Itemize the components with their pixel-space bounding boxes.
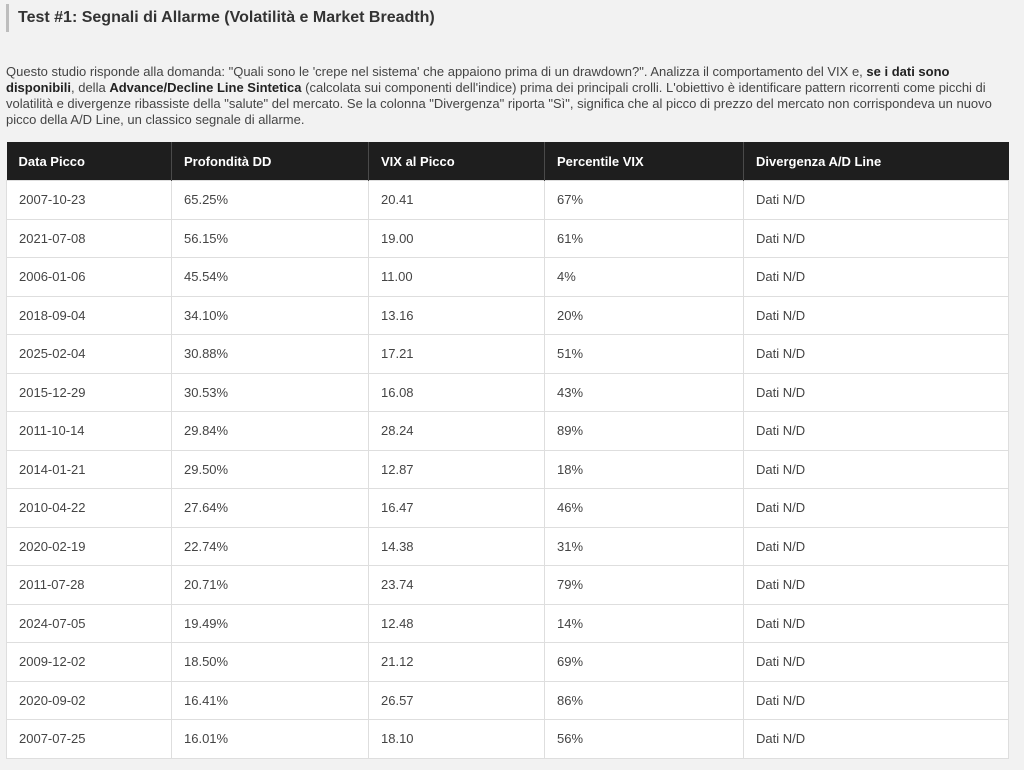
drawdown-cell: 22.74% [172,527,369,566]
drawdown-cell: 30.53% [172,373,369,412]
date-cell: 2015-12-29 [7,373,172,412]
divergence-cell: Dati N/D [744,643,1009,682]
divergence-cell: Dati N/D [744,604,1009,643]
table-row [7,604,1009,643]
header-vix-al-picco: VIX al Picco [369,142,545,181]
divergence-cell: Dati N/D [744,720,1009,759]
divergence-cell: Dati N/D [744,219,1009,258]
date-cell: 2018-09-04 [7,296,172,335]
percentile-cell: 4% [545,258,744,297]
drawdown-cell: 45.54% [172,258,369,297]
intro-paragraph [6,64,1012,128]
header-divergenza-ad-line: Divergenza A/D Line [744,142,1009,181]
table-row [7,219,1009,258]
drawdown-table [6,142,1009,759]
table-row [7,450,1009,489]
divergence-cell: Dati N/D [744,258,1009,297]
date-cell: 2007-07-25 [7,720,172,759]
vix-cell: 28.24 [369,412,545,451]
intro-text-1: Questo studio risponde alla domanda: "Quali sono le 'crepe nel sistema' che appaiono prima di un drawdown?". Analizza il comportamento del VIX e, [6,64,867,79]
header-percentile-vix: Percentile VIX [545,142,744,181]
divergence-cell: Dati N/D [744,489,1009,528]
intro-bold-2: Advance/Decline Line Sintetica [109,80,302,95]
divergence-cell: Dati N/D [744,450,1009,489]
percentile-cell: 67% [545,181,744,220]
vix-cell: 20.41 [369,181,545,220]
header-data-picco: Data Picco [7,142,172,181]
percentile-cell: 18% [545,450,744,489]
vix-cell: 12.87 [369,450,545,489]
divergence-cell: Dati N/D [744,181,1009,220]
divergence-cell: Dati N/D [744,296,1009,335]
date-cell: 2007-10-23 [7,181,172,220]
percentile-cell: 79% [545,566,744,605]
drawdown-cell: 27.64% [172,489,369,528]
table-row [7,258,1009,297]
table-row [7,566,1009,605]
percentile-cell: 31% [545,527,744,566]
vix-cell: 12.48 [369,604,545,643]
table-row [7,373,1009,412]
divergence-cell: Dati N/D [744,373,1009,412]
percentile-cell: 43% [545,373,744,412]
vix-cell: 13.16 [369,296,545,335]
table-row [7,720,1009,759]
vix-cell: 14.38 [369,527,545,566]
table-row [7,527,1009,566]
percentile-cell: 56% [545,720,744,759]
date-cell: 2021-07-08 [7,219,172,258]
percentile-cell: 14% [545,604,744,643]
date-cell: 2011-07-28 [7,566,172,605]
percentile-cell: 69% [545,643,744,682]
table-row [7,681,1009,720]
intro-text-2: , della [71,80,110,95]
intro-bold-1: se i dati sono disponibili [6,64,950,95]
table-row [7,643,1009,682]
table-row [7,412,1009,451]
vix-cell: 16.08 [369,373,545,412]
drawdown-cell: 19.49% [172,604,369,643]
percentile-cell: 51% [545,335,744,374]
drawdown-cell: 34.10% [172,296,369,335]
percentile-cell: 86% [545,681,744,720]
drawdown-cell: 29.84% [172,412,369,451]
divergence-cell: Dati N/D [744,566,1009,605]
date-cell: 2011-10-14 [7,412,172,451]
vix-cell: 18.10 [369,720,545,759]
divergence-cell: Dati N/D [744,412,1009,451]
table-header-row [7,142,1009,181]
vix-cell: 19.00 [369,219,545,258]
table-row [7,489,1009,528]
table-row [7,296,1009,335]
percentile-cell: 89% [545,412,744,451]
drawdown-cell: 18.50% [172,643,369,682]
table-row [7,181,1009,220]
date-cell: 2020-02-19 [7,527,172,566]
vix-cell: 21.12 [369,643,545,682]
vix-cell: 16.47 [369,489,545,528]
table-row [7,335,1009,374]
vix-cell: 11.00 [369,258,545,297]
drawdown-cell: 65.25% [172,181,369,220]
date-cell: 2024-07-05 [7,604,172,643]
percentile-cell: 46% [545,489,744,528]
date-cell: 2020-09-02 [7,681,172,720]
page-title: Test #1: Segnali di Allarme (Volatilità e Market Breadth) [6,4,435,32]
drawdown-cell: 30.88% [172,335,369,374]
vix-cell: 17.21 [369,335,545,374]
date-cell: 2014-01-21 [7,450,172,489]
date-cell: 2010-04-22 [7,489,172,528]
divergence-cell: Dati N/D [744,527,1009,566]
vix-cell: 23.74 [369,566,545,605]
intro-text-3: (calcolata sui componenti dell'indice) prima dei principali crolli. L'obiettivo è identificare pattern ricorrenti come picchi di volatilità e divergenze ribassiste della "salute" del mercato. Se la colonna "Divergenza" riporta "Sì", significa che al picco di prezzo del mercato non corrispondeva un nuovo picco della A/D Line, un classico segnale di allarme. [6,80,992,127]
percentile-cell: 20% [545,296,744,335]
divergence-cell: Dati N/D [744,335,1009,374]
date-cell: 2006-01-06 [7,258,172,297]
drawdown-cell: 20.71% [172,566,369,605]
date-cell: 2025-02-04 [7,335,172,374]
drawdown-cell: 56.15% [172,219,369,258]
vix-cell: 26.57 [369,681,545,720]
date-cell: 2009-12-02 [7,643,172,682]
table-body [7,181,1009,759]
drawdown-cell: 16.01% [172,720,369,759]
divergence-cell: Dati N/D [744,681,1009,720]
header-profondita-dd: Profondità DD [172,142,369,181]
drawdown-cell: 29.50% [172,450,369,489]
percentile-cell: 61% [545,219,744,258]
drawdown-cell: 16.41% [172,681,369,720]
